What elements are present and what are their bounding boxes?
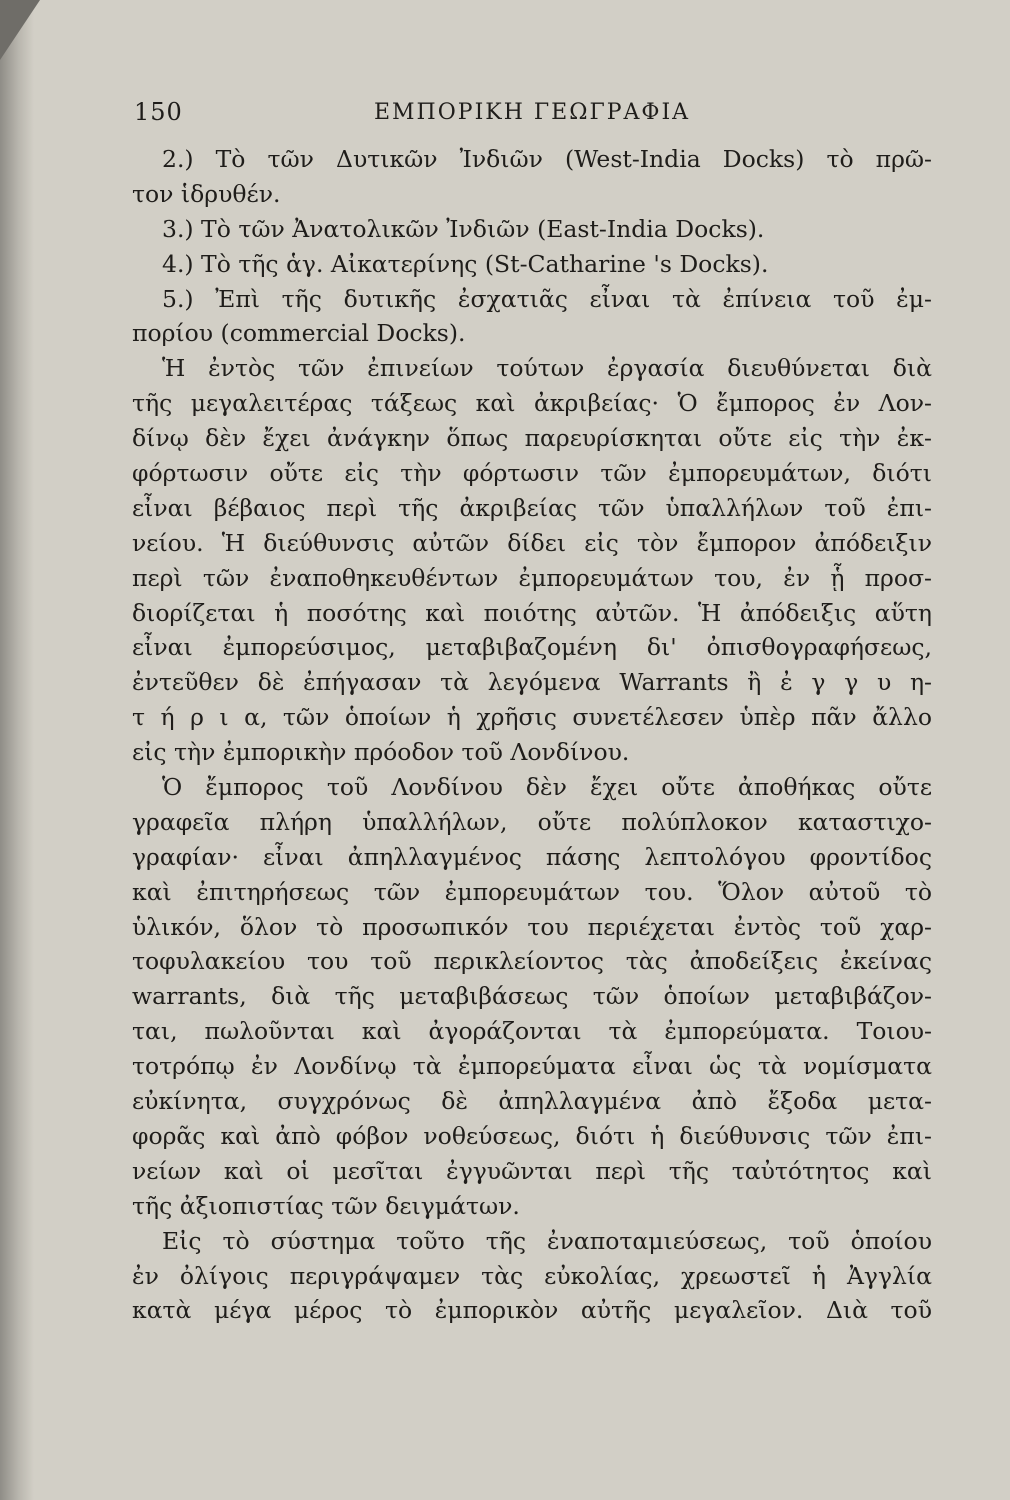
- text-line: warrants, διὰ τῆς μεταβιβάσεως τῶν ὁποίων μεταβιβάζον-: [132, 982, 932, 1011]
- paragraph-start-line: Ὁ ἔμπορος τοῦ Λονδίνου δὲν ἔχει οὔτε ἀποθήκας οὔτε: [162, 773, 932, 802]
- text-line: ται, πωλοῦνται καὶ ἀγοράζονται τὰ ἐμπορεύματα. Τοιου-: [132, 1017, 932, 1046]
- paragraph-start-line: Εἰς τὸ σύστημα τοῦτο τῆς ἐναποταμιεύσεως, τοῦ ὁποίου: [162, 1226, 932, 1255]
- book-page: [132, 92, 932, 1328]
- text-line: τοτρόπῳ ἐν Λονδίνῳ τὰ ἐμπορεύματα εἶναι ὡς τὰ νομίσματα: [132, 1052, 932, 1081]
- text-line: φορᾶς καὶ ἀπὸ φόβον νοθεύσεως, διότι ἡ διεύθυνσις τῶν ἐπι-: [132, 1121, 932, 1150]
- text-line: εὐκίνητα, συγχρόνως δὲ ἀπηλλαγμένα ἀπὸ ἔξοδα μετα-: [132, 1087, 932, 1116]
- page-number: 150: [134, 98, 183, 126]
- book-gutter-shadow: [0, 0, 34, 1500]
- text-line: περὶ τῶν ἐναποθηκευθέντων ἐμπορευμάτων του, ἐν ᾗ προσ-: [132, 563, 932, 592]
- text-line: 2.) Τὸ τῶν Δυτικῶν Ἰνδιῶν (West-India Docks) τὸ πρῶ-: [162, 145, 932, 173]
- text-line: ὑλικόν, ὅλον τὸ προσωπικόν του περιέχεται ἐντὸς τοῦ χαρ-: [132, 912, 932, 941]
- text-line: νείων καὶ οἱ μεσῖται ἐγγυῶνται περὶ τῆς ταὐτότητος καὶ: [132, 1156, 932, 1185]
- text-line: φόρτωσιν οὔτε εἰς τὴν φόρτωσιν τῶν ἐμπορευμάτων, διότι: [132, 459, 932, 488]
- running-title: ΕΜΠΟΡΙΚΗ ΓΕΩΓΡΑΦΙΑ: [373, 100, 691, 125]
- text-line: νείου. Ἡ διεύθυνσις αὐτῶν δίδει εἰς τὸν ἔμπορον ἀπόδειξιν: [132, 528, 932, 557]
- text-line: εἶναι βέβαιος περὶ τῆς ἀκριβείας τῶν ὑπαλλήλων τοῦ ἐπι-: [132, 493, 932, 522]
- text-line: δίνῳ δὲν ἔχει ἀνάγκην ὅπως παρευρίσκηται οὔτε εἰς τὴν ἐκ-: [132, 424, 932, 453]
- text-line: 4.) Τὸ τῆς ἁγ. Αἰκατερίνης (St-Catharine 's Docks).: [162, 249, 769, 278]
- text-line: τον ἱδρυθέν.: [132, 179, 281, 208]
- text-line: 5.) Ἐπὶ τῆς δυτικῆς ἐσχατιᾶς εἶναι τὰ ἐπίνεια τοῦ ἐμ-: [162, 284, 932, 313]
- text-line: γραφεῖα πλήρη ὑπαλλήλων, οὔτε πολύπλοκον καταστιχο-: [132, 807, 932, 836]
- text-line: ἐντεῦθεν δὲ ἐπήγασαν τὰ λεγόμενα Warrants ἢ ἐ γ γ υ η-: [132, 668, 932, 697]
- text-line: κατὰ μέγα μέρος τὸ ἐμπορικὸν αὐτῆς μεγαλεῖον. Διὰ τοῦ: [132, 1296, 932, 1325]
- text-line: τῆς ἀξιοπιστίας τῶν δειγμάτων.: [132, 1191, 520, 1220]
- text-line: πορίου (commercial Docks).: [132, 319, 466, 348]
- text-line: γραφίαν· εἶναι ἀπηλλαγμένος πάσης λεπτολόγου φροντίδος: [132, 842, 932, 871]
- text-line: εἶναι ἐμπορεύσιμος, μεταβιβαζομένη δι' ὀπισθογραφήσεως,: [132, 633, 932, 662]
- text-line: διορίζεται ἡ ποσότης καὶ ποιότης αὐτῶν. Ἡ ἀπόδειξις αὕτη: [132, 598, 932, 627]
- running-head: [132, 92, 932, 132]
- text-line: τ ή ρ ι α, τῶν ὁποίων ἡ χρῆσις συνετέλεσεν ὑπὲρ πᾶν ἄλλο: [132, 703, 932, 732]
- text-line: τῆς μεγαλειτέρας τάξεως καὶ ἀκριβείας· Ὁ ἔμπορος ἐν Λον-: [132, 389, 932, 418]
- text-line: ἐν ὀλίγοις περιγράψαμεν τὰς εὐκολίας, χρεωστεῖ ἡ Ἀγγλία: [132, 1261, 932, 1290]
- text-line: εἰς τὴν ἐμπορικὴν πρόοδον τοῦ Λονδίνου.: [132, 738, 630, 767]
- paragraph-start-line: Ἡ ἐντὸς τῶν ἐπινείων τούτων ἐργασία διευθύνεται διὰ: [162, 354, 932, 383]
- text-line: καὶ ἐπιτηρήσεως τῶν ἐμπορευμάτων του. Ὅλον αὐτοῦ τὸ: [132, 877, 932, 906]
- text-line: 3.) Τὸ τῶν Ἀνατολικῶν Ἰνδιῶν (East-India Docks).: [162, 214, 765, 243]
- text-body: [132, 142, 932, 1328]
- page-corner-fold: [0, 0, 40, 60]
- text-line: τοφυλακείου του τοῦ περικλείοντος τὰς ἀποδείξεις ἐκείνας: [132, 947, 932, 976]
